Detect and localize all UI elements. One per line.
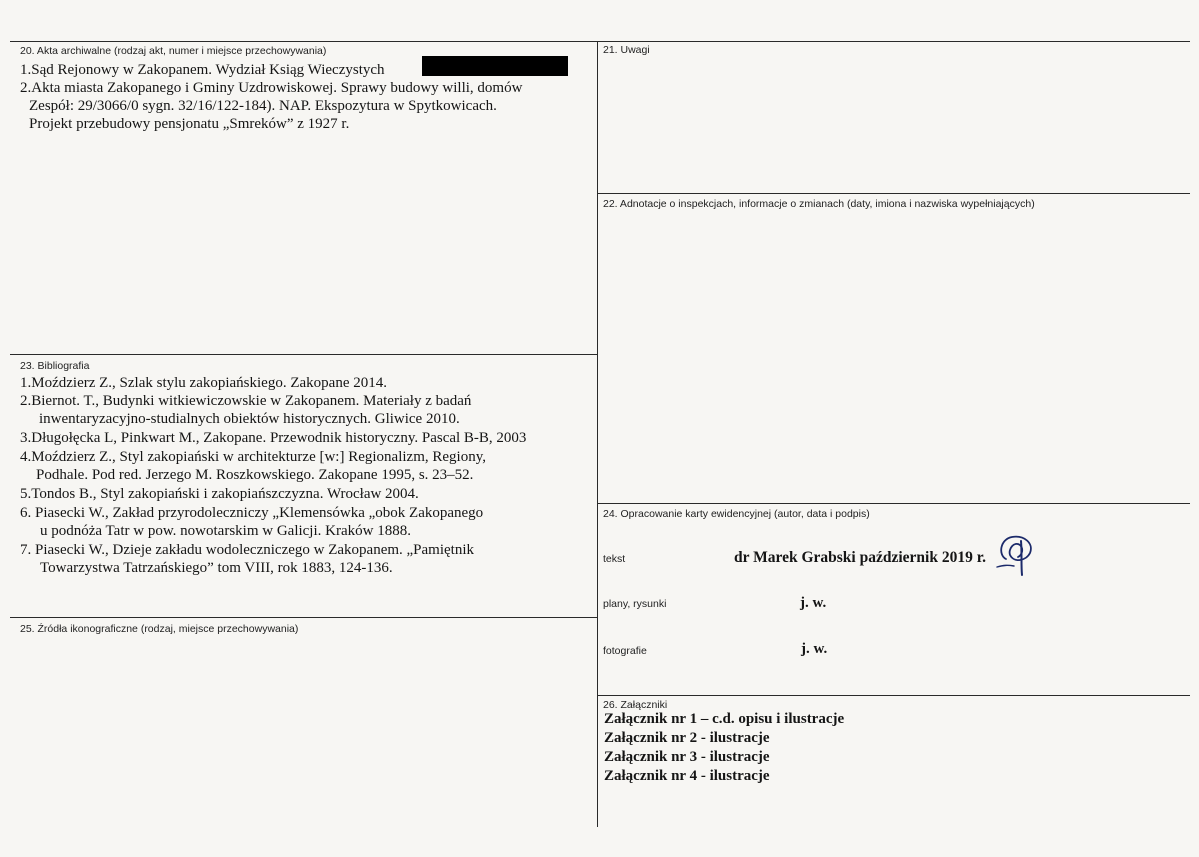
section-22-label: 22. Adnotacje o inspekcjach, informacje o zmianach (daty, imiona i nazwiska wypełniających) xyxy=(603,198,1035,210)
attachment-item: Załącznik nr 4 - ilustracje xyxy=(604,768,770,784)
bibliography-item: u podnóża Tatr w pow. nowotarskim w Galicji. Kraków 1888. xyxy=(40,523,411,539)
section-24-label: 24. Opracowanie karty ewidencyjnej (autor, data i podpis) xyxy=(603,508,870,520)
bibliography-item: 3.Długołęcka L, Pinkwart M., Zakopane. Przewodnik historyczny. Pascal B-B, 2003 xyxy=(20,430,527,446)
divider-22-24 xyxy=(597,503,1190,504)
redaction-bar xyxy=(422,56,568,76)
section-26-label: 26. Załączniki xyxy=(603,699,668,711)
bibliography-item: Towarzystwa Tatrzańskiego” tom VIII, rok 1883, 124-136. xyxy=(40,560,393,576)
attachment-item: Załącznik nr 1 – c.d. opisu i ilustracje xyxy=(604,711,845,727)
text-row-label: tekst xyxy=(603,553,626,565)
bibliography-item: Podhale. Pod red. Jerzego M. Roszkowskiego. Zakopane 1995, s. 23–52. xyxy=(36,467,474,483)
archive-line-3: Zespół: 29/3066/0 sygn. 32/16/122-184). NAP. Ekspozytura w Spytkowicach. xyxy=(29,98,497,114)
section-20-label: 20. Akta archiwalne (rodzaj akt, numer i miejsce przechowywania) xyxy=(20,45,327,57)
plans-value: j. w. xyxy=(800,595,827,611)
handwritten-signature-icon xyxy=(992,529,1040,579)
bibliography-item: 1.Moździerz Z., Szlak stylu zakopiańskiego. Zakopane 2014. xyxy=(20,375,387,391)
bibliography-item: 2.Biernot. T., Budynki witkiewiczowskie w Zakopanem. Materiały z badań xyxy=(20,393,472,409)
bibliography-item: 4.Moździerz Z., Styl zakopiański w architekturze [w:] Regionalizm, Regiony, xyxy=(20,449,486,465)
bibliography-item: 6. Piasecki W., Zakład przyrodoleczniczy „Klemensówka „obok Zakopanego xyxy=(20,505,484,521)
divider-24-26 xyxy=(597,695,1190,696)
archive-line-2: 2.Akta miasta Zakopanego i Gminy Uzdrowiskowej. Sprawy budowy willi, domów xyxy=(20,80,523,96)
photos-value: j. w. xyxy=(801,641,828,657)
attachment-item: Załącznik nr 3 - ilustracje xyxy=(604,749,770,765)
divider-20-23 xyxy=(10,354,597,355)
top-border xyxy=(10,41,1190,42)
plans-row-label: plany, rysunki xyxy=(603,598,667,610)
bibliography-item: inwentaryzacyjno-studialnych obiektów historycznych. Gliwice 2010. xyxy=(39,411,460,427)
attachment-item: Załącznik nr 2 - ilustracje xyxy=(604,730,770,746)
section-23-label: 23. Bibliografia xyxy=(20,360,90,372)
bibliography-item: 7. Piasecki W., Dzieje zakładu wodoleczniczego w Zakopanem. „Pamiętnik xyxy=(20,542,475,558)
section-21-label: 21. Uwagi xyxy=(603,44,650,56)
column-divider xyxy=(597,41,598,827)
photos-row-label: fotografie xyxy=(603,645,647,657)
text-author-value: dr Marek Grabski październik 2019 r. xyxy=(734,549,987,566)
bibliography-item: 5.Tondos B., Styl zakopiański i zakopiańszczyzna. Wrocław 2004. xyxy=(20,486,419,502)
divider-23-25 xyxy=(10,617,597,618)
archive-line-4: Projekt przebudowy pensjonatu „Smreków” z 1927 r. xyxy=(29,116,350,132)
archive-line-1: 1.Sąd Rejonowy w Zakopanem. Wydział Ksiąg Wieczystych xyxy=(20,62,385,78)
divider-21-22 xyxy=(597,193,1190,194)
section-25-label: 25. Źródła ikonograficzne (rodzaj, miejsce przechowywania) xyxy=(20,623,299,635)
